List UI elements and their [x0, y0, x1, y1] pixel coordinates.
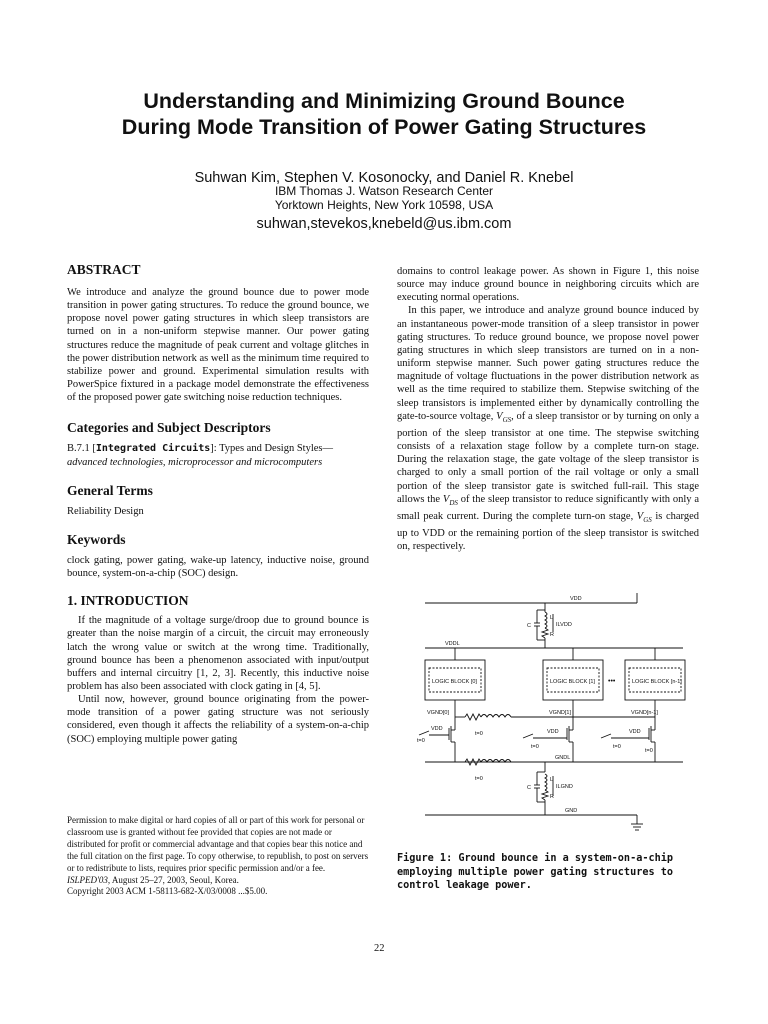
copyright-line: Copyright 2003 ACM 1-58113-682-X/03/0008 ...$5.00.	[67, 886, 268, 897]
categories-heading: Categories and Subject Descriptors	[67, 420, 271, 436]
left-column	[67, 262, 369, 746]
p2-part-b: , of a sleep transistor or by turning on only a portion of the sleep transistor at one time. The stepwise switching consists of a relaxation stage follow by a complete turn-on stage. During the relaxation stage, the gate voltage of the sleep transistor is charged to only a small portion of the rail voltage or only a small portion of the sleep transistor gate is switched full-rail. This stage allows the	[397, 410, 699, 505]
right-column	[397, 265, 699, 554]
label-isvdd: ILVDD	[556, 622, 572, 628]
vgs2-v: V	[636, 511, 644, 522]
introduction-text	[67, 614, 369, 746]
label-vgndn: VGND[n-1]	[631, 710, 658, 716]
label-l-top: L	[550, 615, 554, 621]
vds-symbol	[443, 494, 458, 505]
category-code: B.7.1 [	[67, 443, 96, 455]
venue-rest: August 25–27, 2003, Seoul, Korea.	[110, 874, 239, 885]
vgs-sub: GS	[502, 415, 512, 424]
p2-part-c: of the sleep transistor to reduce significantly with only a small peak current. During the complete turn-on stage,	[397, 493, 700, 522]
title-line-1: Understanding and Minimizing Ground Bounce	[143, 89, 625, 113]
label-gndl: GNDL	[555, 755, 571, 761]
figure-1-circuit	[405, 590, 695, 835]
right-paragraph-2	[397, 304, 699, 553]
permission-notice	[67, 815, 369, 898]
affiliation	[40, 185, 728, 212]
label-block-n: LOGIC BLOCK [n-1]	[632, 679, 682, 685]
author-emails: suhwan,stevekos,knebeld@us.ibm.com	[256, 216, 512, 232]
label-t0-a: t=0	[417, 738, 425, 744]
page-number: 22	[374, 943, 385, 954]
categories-text	[67, 442, 369, 468]
general-terms-text: Reliability Design	[67, 505, 144, 517]
p2-part-a: In this paper, we introduce and analyze ground bounce induced by an instantaneous power-mode transition of a sleep transistor in power gating structures. To reduce ground bounce, we propose novel power gating structures in which sleep transistors are turned on in a non-uniform stepwise manner. Such power gating structures reduce the magnitude of voltage fluctuations in the power distribution network as well as the time required to stabilize them. Stepwise switching of the sleep transistors is implemented either by dynamically controlling the gate-to-source voltage,	[397, 305, 699, 422]
right-paragraph-1: domains to control leakage power. As shown in Figure 1, this noise source may induce ground bounce in neighboring circuits which are executing normal operations.	[397, 266, 699, 304]
label-c-top: C	[527, 623, 531, 629]
label-isgnd: ILGND	[556, 784, 573, 790]
label-t0-c: t=0	[531, 744, 539, 750]
label-t0-e: t=0	[645, 748, 653, 754]
label-r-top: R	[550, 632, 554, 638]
p2-part-d: is charged up to VDD or the remaining portion of the sleep transistor is switched on, respectively.	[397, 511, 699, 553]
vgs-symbol	[496, 411, 511, 422]
label-dots: •••	[608, 678, 616, 685]
label-vdd-top: VDD	[570, 596, 582, 602]
label-vgnd0: VGND[0]	[427, 710, 450, 716]
label-r-bot: R	[550, 794, 554, 800]
intro-paragraph-2: Until now, however, ground bounce originating from the power-mode transition of a power gating structure was not seriously considered, even though it affects the reliability of a system-on-a-chip (SOC) employing multiple power gating	[67, 694, 369, 745]
introduction-heading: 1. INTRODUCTION	[67, 593, 189, 609]
label-t0-f: t=0	[475, 776, 483, 782]
vgs2-sub: GS	[643, 516, 652, 525]
label-t0-d: t=0	[613, 744, 621, 750]
vds-v: V	[442, 493, 450, 505]
circuit-diagram	[405, 590, 695, 835]
vgs2-symbol	[636, 511, 652, 525]
label-vdd-c: VDD	[629, 729, 641, 735]
permission-text: Permission to make digital or hard copies of all or part of this work for personal or classroom use is granted without fee provided that copies are not made or distributed for profit or commercial advantage and that copies bear this notice and the full citation on the first page. To copy otherwise, to republish, to post on servers or to redistribute to lists, requires prior specific permission and/or a fee.	[67, 815, 369, 873]
label-gnd: GND	[565, 808, 578, 814]
affiliation-line-2: Yorktown Heights, New York 10598, USA	[274, 197, 494, 212]
label-c-bot: C	[527, 785, 531, 791]
abstract-heading: ABSTRACT	[67, 262, 141, 277]
label-vddl: VDDL	[445, 641, 460, 647]
venue-name: ISLPED'03,	[67, 874, 111, 885]
vgs-v: V	[496, 410, 503, 422]
venue-line	[67, 875, 369, 887]
label-t0-b: t=0	[475, 731, 483, 737]
authors: Suhwan Kim, Stephen V. Kosonocky, and Daniel R. Knebel	[194, 170, 574, 186]
general-terms-heading: General Terms	[67, 482, 153, 498]
label-vdd-b: VDD	[547, 729, 559, 735]
figure-1-caption: Figure 1: Ground bounce in a system-on-a-chip employing multiple power gating structures to control leakage power.	[397, 853, 674, 891]
keywords-heading: Keywords	[67, 531, 126, 547]
keywords-text: clock gating, power gating, wake-up latency, inductive noise, ground bounce, system-on-a-chip (SOC) design.	[67, 554, 369, 580]
abstract-text: We introduce and analyze the ground bounce due to power mode transition in power gating structures. To reduce the ground bounce, we propose novel power gating structures in which sleep transistors are turned on in a non-uniform stepwise manner. Our power gating structures reduce the magnitude of peak current and voltage glitches in the power distribution network as well as the minimum time required to stabilize power and ground. Experimental simulation results with PowerSpice fixtured in a package model demonstrate the effectiveness of the proposed power gate switching noise reduction techniques.	[67, 287, 369, 404]
category-rest: ]: Types and Design Styles—	[210, 443, 333, 455]
paper-title	[40, 88, 728, 140]
vds-sub: DS	[449, 498, 458, 507]
label-vdd-a: VDD	[431, 726, 443, 732]
category-italic: advanced technologies, microprocessor and microcomputers	[67, 456, 323, 468]
intro-paragraph-1: If the magnitude of a voltage surge/droop due to ground bounce is greater than the noise margin of a circuit, the circuit may erroneously latch the wrong value or switch at the wrong time. Traditionally, ground bounce has been a phenomenon associated with input/output buffers and internal circuitry [1, 2, 3]. Recently, this inductive noise problem has also been associated with clock gating in [4, 5].	[67, 615, 369, 692]
label-block-1: LOGIC BLOCK [1]	[550, 679, 595, 685]
category-term: Integrated Circuits	[95, 443, 211, 455]
label-block-0: LOGIC BLOCK [0]	[432, 679, 477, 685]
label-vgnd1: VGND[1]	[549, 710, 572, 716]
label-l-bot: L	[550, 777, 554, 783]
title-line-2: During Mode Transition of Power Gating Structures	[121, 115, 647, 139]
affiliation-line-1: IBM Thomas J. Watson Research Center	[274, 184, 494, 198]
